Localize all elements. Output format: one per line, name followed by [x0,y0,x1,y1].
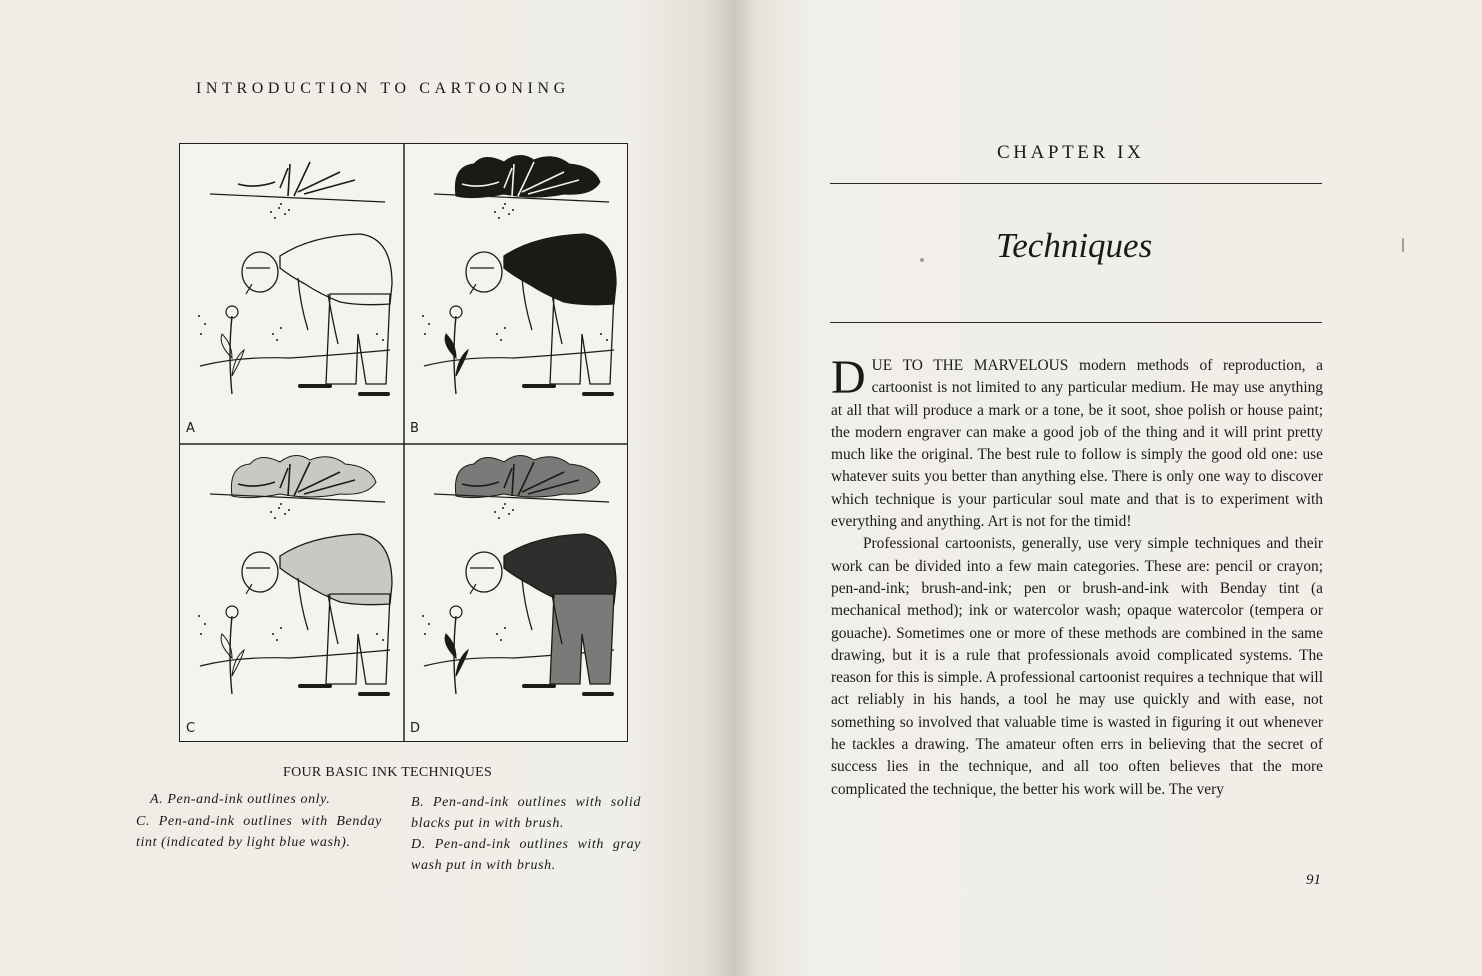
man-trousers [326,294,390,384]
grass-dots [198,616,384,640]
trunk-lines [238,162,355,196]
man-trousers [550,594,614,684]
caption-b: B. Pen-and-ink outlines with solid blacks put in with brush. [411,795,641,831]
paper-speck [920,258,924,262]
paragraph-1-text: modern methods of reproduction, a cartoonist is not limited to any particular medium. He may use anything at all that will produce a mark or a tone, be it soot, shoe polish or house paint; the modern engraver can make a good job of the thing and it will print pretty much like the original. The best rule to follow is simply the good old one: use whatever suits you better than anything else. There is only one way to discover which technique is your particular soul mate and that is to experiment with everything and anything. Art is not for the timid! [831,357,1323,531]
running-head: INTRODUCTION TO CARTOONING [196,80,570,97]
bottom-rule [830,322,1322,323]
caption-a: A. Pen-and-ink outlines only. [150,792,331,807]
flower-leaves [221,334,244,376]
body-text [831,351,1323,801]
man-shoes [524,386,612,394]
panel-b [410,155,616,436]
figure-title: FOUR BASIC INK TECHNIQUES [283,765,493,780]
top-rule [830,183,1322,184]
panel-label: B [410,421,419,436]
man-head [242,252,278,292]
man-shoes [524,686,612,694]
panel-label: A [186,421,195,436]
flower-leaves [221,634,244,676]
page-number: 91 [1306,872,1321,888]
man-shoes [300,386,388,394]
left-page [0,0,736,976]
caption-c: C. Pen-and-ink outlines with Benday tint (indicated by light blue wash). [136,814,382,850]
flower-leaves [445,334,468,376]
paper-speck [1402,238,1404,252]
panel-d [410,455,616,736]
flower-leaves [445,634,468,676]
drop-cap: D [831,351,866,404]
dust-dots [494,204,514,218]
man-trousers [550,294,614,384]
lead-in: UE TO THE MARVELOUS [871,357,1069,374]
panel-label: D [410,721,421,736]
man-shoes [300,686,388,694]
dust-dots [270,504,290,518]
man-head [242,552,278,592]
horizon-line [210,194,385,202]
caption-d: D. Pen-and-ink outlines with gray wash put in with brush. [411,837,641,873]
panel-label: C [186,721,196,736]
grass-dots [198,316,384,340]
four-panel-illustration [180,144,627,741]
man-head [466,252,502,292]
chapter-label: CHAPTER IX [997,142,1145,163]
grass-dots [422,316,608,340]
technique-figure [179,143,628,742]
dust-dots [494,504,514,518]
panel-a [186,155,392,436]
man-head [466,552,502,592]
dust-dots [270,204,290,218]
chapter-title: Techniques [996,226,1153,265]
man-trousers [326,594,390,684]
panel-c [186,455,392,736]
man-arms [298,278,338,344]
paragraph-2: Professional cartoonists, generally, use very simple techniques and their work can be divided into a few main categories. These are: pencil or crayon; pen-and-ink; brush-and-ink; pen or brush-and-ink with Benday tint (a mechanical method); ink or watercolor wash; opaque watercolor (tempera or gouache). Sometimes one or more of these methods are combined in the same drawing, but it is a rule that professionals avoid complicated systems. The reason for this is simple. A professional cartoonist requires a technique that will act reliably in his hands, a tool he may use quickly and with ease, not something so involved that valuable time is wasted in figuring it out whenever he tackles a drawing. The amateur often errs in believing that the secret of success lies in the technique, and all too often believes that the more complicated the technique, the better his work will be. The very [831,535,1323,798]
paragraph-1 [831,351,1323,533]
